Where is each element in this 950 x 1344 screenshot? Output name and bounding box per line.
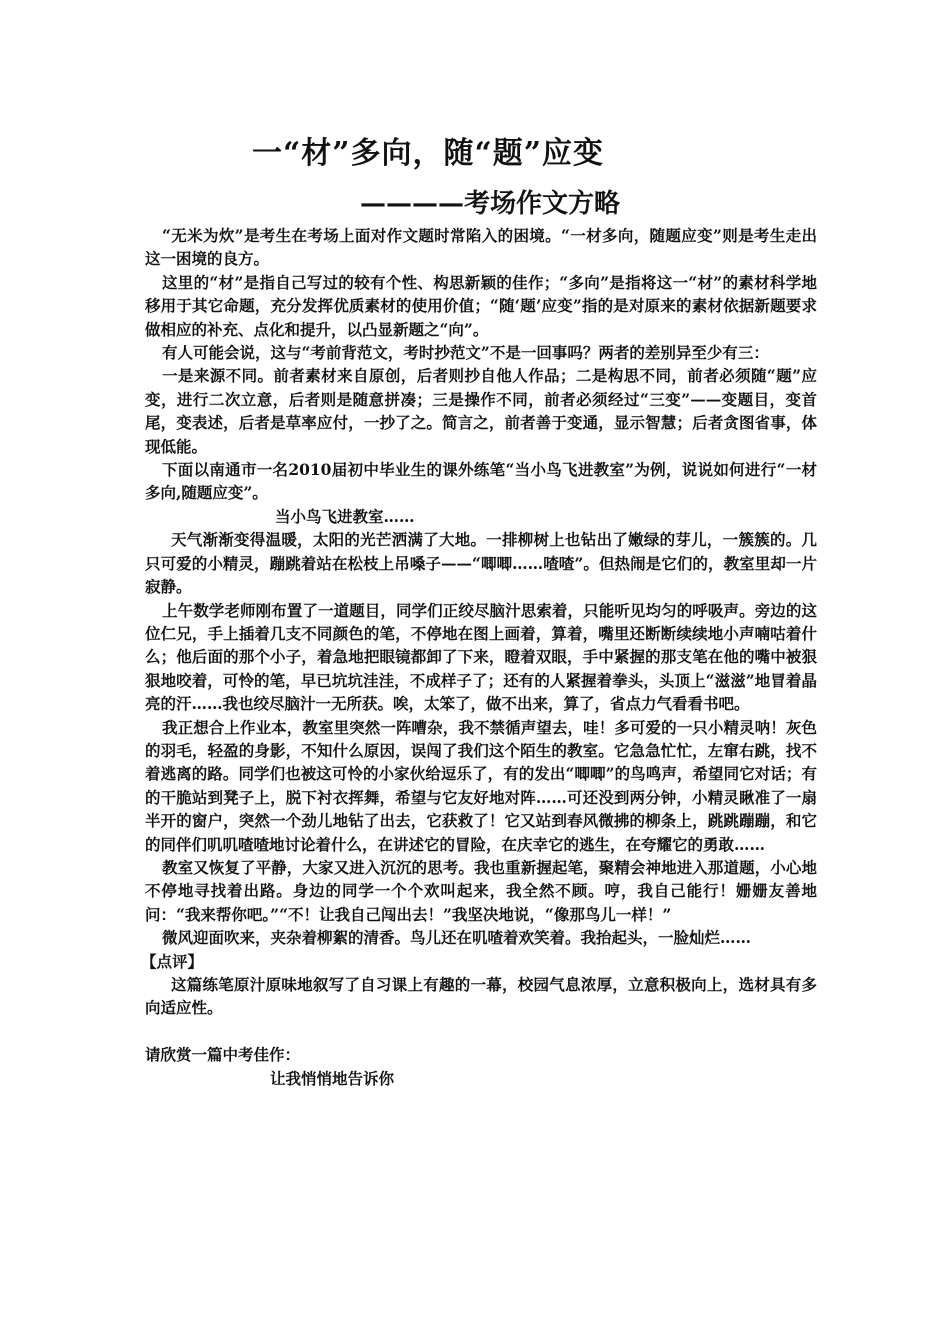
paragraph-intro: “无米为炊”是考生在考场上面对作文题时常陷入的困境。“一材多向，随题应变”则是考生走出这一困境的良方。 (145, 226, 817, 269)
essay-paragraph: 微风迎面吹来，夹杂着柳絮的清香。鸟儿还在叽喳着欢笑着。我抬起头，一脸灿烂…… (162, 928, 752, 948)
essay-paragraph: 我正想合上作业本，教室里突然一阵嘈杂，我不禁循声望去，哇！多可爱的一只小精灵呐！灰色的羽毛，轻盈的身影，不知什么原因，误闯了我们这个陌生的教室。它急急忙忙，左窜右跳，找不着逃离的路。同学们也被这可怜的小家伙给逗乐了，有的发出“唧唧”的鸟鸣声，希望同它对话；有的干脆站到凳子上，脱下衬衣挥舞，希望与它友好地对阵……可还没到两分钟，小精灵瞅准了一扇半开的窗户，突然一个劲儿地钻了出去，它获救了！它又站到春风微拂的柳条上，跳跳蹦蹦，和它的同伴们叽叽喳喳地讨论着什么，在讲述它的冒险，在庆幸它的逃生，在夸耀它的勇敢…… (145, 717, 817, 854)
comment-label: 【点评】 (141, 951, 204, 971)
paragraph-example-intro: 下面以南通市一名2010届初中毕业生的课外练笔“当小鸟飞进教室”为例，说说如何进行“一材多向,随题应变”。 (145, 460, 817, 503)
paragraph-differences: 一是来源不同。前者素材来自原创，后者则抄自他人作品；二是构思不同，前者必须随“题”应变，进行二次立意，后者则是随意拼凑；三是操作不同，前者必须经过“三变”——变题目，变首尾，变表述，后者是草率应付，一抄了之。简言之，前者善于变通，显示智慧；后者贪图省事，体现低能。 (145, 366, 817, 456)
main-title: 一“材”多向，随“题”应变 (252, 136, 605, 171)
essay-paragraph: 教室又恢复了平静，大家又进入沉沉的思考。我也重新握起笔，聚精会神地进入那道题，小心地不停地寻找着出路。身边的同学一个个欢叫起来，我全然不顾。哼，我自己能行！姗姗友善地问：“我来帮你吧。”“不！让我自己闯出去！”我坚决地说，“像那鸟儿一样！” (145, 857, 817, 924)
essay-paragraph: 上午数学老师刚布置了一道题目，同学们正绞尽脑汁思索着，只能听见均匀的呼吸声。旁边的这位仁兄，手上插着几支不同颜色的笔，不停地在图上画着，算着，嘴里还断断续续地小声喃咕着什么；他后面的那个小子，着急地把眼镜都卸了下来，瞪着双眼，手中紧握的那支笔在他的嘴中被狠狠地咬着，可怜的笔，早已坑坑洼洼，不成样子了；还有的人紧握着拳头，头顶上“滋滋”地冒着晶亮的汗……我也绞尽脑汁一无所获。唉，太笨了，做不出来，算了，省点力气看看书吧。 (145, 600, 817, 714)
essay-heading: 当小鸟飞进教室…… (275, 506, 415, 526)
spacer (145, 1020, 817, 1043)
closing-intro: 请欣赏一篇中考佳作： (145, 1045, 301, 1065)
essay-paragraph: 天气渐渐变得温暖，太阳的光芒洒满了大地。一排柳树上也钻出了嫩绿的芽儿，一簇簇的。几只可爱的小精灵，蹦跳着站在松枝上吊嗓子——“唧唧……喳喳”。但热闹是它们的，教室里却一片寂静。 (145, 530, 817, 597)
comment-text: 这篇练笔原汁原味地叙写了自习课上有趣的一幕，校园气息浓厚，立意积极向上，选材具有多向适应性。 (145, 975, 817, 1018)
paragraph-question: 有人可能会说，这与“考前背范文，考时抄范文”不是一回事吗？两者的差别异至少有三： (162, 343, 769, 363)
paragraph-definition: 这里的“材”是指自己写过的较有个性、构思新颖的佳作；“多向”是指将这一“材”的素材科学地移用于其它命题，充分发挥优质素材的使用价值；“随‘题’应变”指的是对原来的素材依据新题要求做相应的补充、点化和提升，以凸显新题之“向”。 (145, 272, 817, 339)
subtitle: ————考场作文方略 (360, 189, 621, 219)
body-text (141, 224, 817, 1090)
closing-article-title: 让我悄悄地告诉你 (270, 1068, 395, 1088)
